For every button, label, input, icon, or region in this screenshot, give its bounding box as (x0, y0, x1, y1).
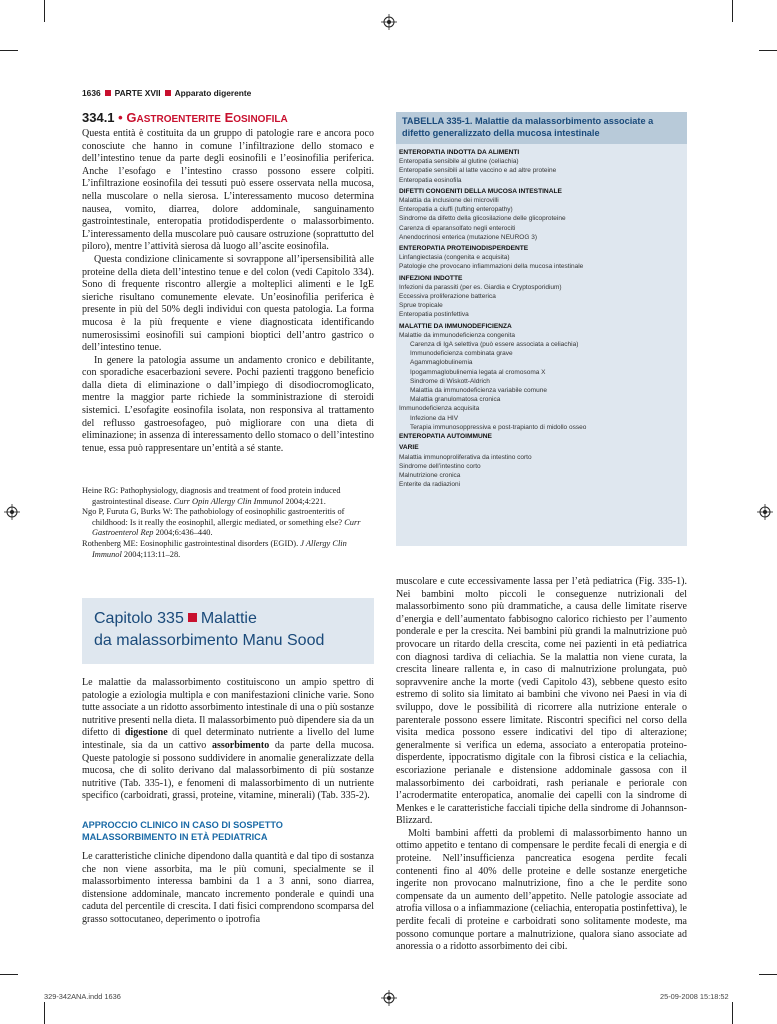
table-row: Enteropatia eosinofila (399, 176, 462, 184)
table-row: Sprue tropicale (399, 302, 443, 310)
section-body (82, 128, 374, 455)
table-row: Carenza di eparansolfato negli enterociti (399, 224, 516, 232)
running-head (82, 88, 251, 98)
registration-mark-icon (381, 14, 397, 30)
table-row: Immunodeficienza acquisita (399, 405, 480, 413)
table-row: Linfangiectasia (congenita e acquisita) (399, 254, 510, 262)
table-row: Ipogammaglobulinemia legata al cromosoma X (410, 368, 546, 376)
file-slug: 329-342ANA.indd 1636 (44, 992, 121, 1001)
table-row: Terapia immunosoppressiva e post-trapianto di midollo osseo (410, 423, 587, 431)
table-group-heading: ENTEROPATIA PROTEINODISPERDENTE (399, 245, 529, 253)
chapter-title-line (94, 632, 324, 650)
table-row: Agammaglobulinemia (410, 359, 473, 367)
crop-mark (759, 974, 777, 975)
red-square-icon (165, 90, 171, 96)
section-title-initial: E (224, 110, 234, 125)
table-row: Malattia da immunodeficienza variabile comune (410, 387, 547, 395)
chapter-title: da malassorbimento (94, 632, 239, 649)
red-square-icon (105, 90, 111, 96)
table-row: Enteropatia postinfettiva (399, 311, 469, 319)
chapter-heading (82, 598, 374, 664)
registration-mark-icon (4, 504, 20, 520)
reference-item: Rothenberg ME: Eosinophilic gastrointestinal disorders (EGID). J Allergy Clin Immunol 2004;113:11–28. (82, 538, 347, 559)
chapter-label: Capitolo 335 (94, 610, 184, 627)
table-header (396, 112, 687, 144)
table-row: Sindrome da difetto della glicosilazione delle glicoproteine (399, 215, 566, 223)
section-title (82, 110, 288, 125)
chapter-body-right (396, 576, 687, 954)
references (82, 486, 374, 560)
table-row: Infezione da HIV (410, 414, 459, 422)
table-row: Carenza di IgA selettiva (può essere associata a celiachia) (410, 341, 579, 349)
table-335-1 (396, 112, 687, 546)
table-row: Sindrome dell’intestino corto (399, 462, 481, 470)
table-row: Enteropatie sensibili al latte vaccino e ad altre proteine (399, 167, 557, 175)
crop-mark (759, 50, 777, 51)
table-row: Patologie che provocano infiammazioni della mucosa intestinale (399, 263, 584, 271)
paragraph: Questa entità è costituita da un gruppo di patologie rare e ancora poco conosciute che hanno in comune l’infiltrazione dello stomaco e dell’intestino tenue da parte degli eosinofili e l’eosinofilia periferica. Anche l’esofago e l’intestino crasso possono essere colpiti. L’infiltrazione eosinofila dei tessuti può essere osservata nella mucosa, nella muscolare o nella sierosa. L’interessamento mucoso determina nausea, vomito, diarrea, dolore addominale, sanguinamento gastrointestinale, enteropatia protidodisperdente o malassorbimento. L’interessamento della muscolare può causare ostruzione (soprattutto del piloro), mentre l’attività sierosa dà luogo all’ascite eosinofila. (82, 128, 374, 253)
table-row: Sindrome di Wiskott-Aldrich (410, 377, 490, 385)
table-group-heading: INFEZIONI INDOTTE (399, 274, 463, 282)
page-number: 1636 (82, 88, 101, 98)
table-group-heading: DIFETTI CONGENITI DELLA MUCOSA INTESTINALE (399, 187, 562, 195)
table-row: Enteropatia sensibile al glutine (celiachia) (399, 158, 519, 166)
paragraph: Le malattie da malassorbimento costituiscono un ampio spettro di patologie a eziologia multipla e con manifestazioni cliniche varie. Sono tutte associate a un ridotto assorbimento intestinale di una o più sostanze nutritive presenti nella dieta. Il malassorbimento può dipendere sia da un difetto di digestione di quel determinato nutriente a livello del lume intestinale, sia da un cattivo assorbimento da parte della mucosa. Queste patologie si possono suddividere in anomalie generalizzate della mucosa, che di solito derivano dal malassorbimento di più sostanze nutritive (Tab. 335-1), e fenomeni di malassorbimento di un nutriente specifico (carboidrati, grassi, proteine, vitamine, minerali) (Tab. 335-2). (82, 677, 375, 802)
paragraph: In genere la patologia assume un andamento cronico e debilitante, con sporadiche esacerbazioni severe. Pochi pazienti traggono beneficio dalla dieta di eliminazione o dall’impiego di disodiocromoglicato, mentre la maggior parte richiede la somministrazione di steroidi sistemici. L’esofagite eosinofila isolata, non responsiva al trattamento del reflusso gastroesofageo, può migliorare con una dieta di eliminazione; in assenza di interessamento dello stomaco o dell’intestino tenue, essa può rappresentare un’entità a sé stante. (82, 354, 374, 454)
crop-mark (0, 974, 18, 975)
chapter-body-left (82, 677, 374, 927)
crop-mark (732, 0, 733, 22)
crop-mark (732, 1002, 733, 1024)
crop-mark (0, 50, 18, 51)
paragraph: Molti bambini affetti da problemi di malassorbimento hanno un ottimo appetito e tentano di compensare le perdite fecali di energia e di proteine. Nell’insufficienza pancreatica esogena perdite fecali contenenti fino al 40% delle proteine e delle sostanze energetiche ingerite non provocano malnutrizione, fino a che le perdite sono compensate da un aumento dell’appetito. Nelle patologie associate ad atrofia villosa o a infiammazione (celiachia, enteropatia postinfettiva), le perdite fecali di proteine e carboidrati sono solitamente modeste, ma possono comunque portare a malnutrizione, qualora siano associate ad anoressia o a ridotto assorbimento dei cibi. (396, 827, 687, 953)
crop-mark (44, 0, 45, 22)
print-timestamp: 25-09-2008 15:18:52 (660, 992, 729, 1001)
registration-mark-icon (757, 504, 773, 520)
table-row: Malnutrizione cronica (399, 471, 461, 479)
table-caption: Malattie da malassorbimento associate a difetto generalizzato della mucosa intestinale (402, 116, 654, 138)
table-body (396, 144, 687, 489)
table-row: Immunodeficienza combinata grave (410, 350, 513, 358)
table-row: Infezioni da parassiti (per es. Giardia e Cryptosporidium) (399, 283, 562, 291)
paragraph: muscolare e cute eccessivamente lassa per l’età pediatrica (Fig. 335-1). Nei bambini molto piccoli le conseguenze nutrizionali del malassorbimento sono più drammatiche, a causa delle limitate riserve d’energia e dell’aumentato fabbisogno calorico richiesto per l’aumento ponderale e per la crescita. Nei bambini più grandi la malnutrizione può provocare un ritardo della crescita, come nei pazienti in età pediatrica con diagnosi tardiva di celiachia. Se la malattia non viene curata, la crescita lineare rallenta e, in caso di malnutrizione prolungata, può sopravvenire anche la morte (vedi Capitolo 43), sebbene questo esito estremo di solito sia limitato ai bambini che vivono nei Paesi in via di sviluppo, dove le possibilità di ricorrere alla nutrizione enterale o parenterale possono essere limitate. Riscontri specifici nel corso della visita medica possono essere indicativi del tipo di alterazione; generalmente si verifica un edema, associato a enteropatia proteino-disperdente, ippocratismo digitale con la fibrosi cistica e la celiachia, escoriazione perianale e distensione addominale gassosa con il malassorbimento dei carboidrati, rash perianale e periorale con l’acrodermatite enteropatica, anomalie dei capelli con la sindrome di Menkes e le caratteristiche facciali tipiche della sindrome di Johannson-Blizzard. (396, 576, 687, 827)
section-title-rest: OSINOFILA (233, 114, 288, 125)
paragraph: Questa condizione clinicamente si sovrappone all’ipersensibilità alle proteine della dieta dell’intestino tenue e del colon (vedi Capitolo 334). Sono di frequente riscontro allergie a molteplici alimenti e le IgE sieriche risultano comunemente elevate. Un’eosinofilia periferica è presente in più del 50% degli individui con questa patologia. La forma mucosa è la più frequente e viene diagnosticata identificando numerosissimi eosinofili sui campioni bioptici dell’antro gastrico o dell’intestino tenue. (82, 253, 374, 354)
table-label: TABELLA 335-1. (402, 116, 473, 126)
table-group-heading: ENTEROPATIA AUTOIMMUNE (399, 433, 492, 441)
table-row: Malattia granulomatosa cronica (410, 396, 501, 404)
section-number: 334.1 (82, 110, 115, 125)
subheading: APPROCCIO CLINICO IN CASO DI SOSPETTO MALASSORBIMENTO IN ETÀ PEDIATRICA (82, 819, 283, 842)
section-label: Apparato digerente (174, 88, 252, 98)
table-row: Anendocrinosi enterica (mutazione NEUROG 3) (399, 233, 538, 241)
section-title-rest: ASTROENTERITE (136, 114, 221, 125)
reference-item: Heine RG: Pathophysiology, diagnosis and treatment of food protein induced gastrointestinal disease. Curr Opin Allergy Clin Immunol 2004;4:221. (82, 486, 341, 506)
table-group-heading: MALATTIE DA IMMUNODEFICIENZA (399, 322, 512, 330)
part-label: PARTE XVII (114, 88, 161, 98)
paragraph: Le caratteristiche cliniche dipendono dalla quantità e dal tipo di sostanza che non viene assorbita, ma le più comuni, specialmente se il malassorbimento interessa bambini da 1 a 3 anni, sono diarrea, distensione addominale, mancato incremento ponderale e quindi una caduta del percentile di crescita. I dati fisici comprendono scomparsa del grasso sottocutaneo, deperimento o ipotrofia (82, 850, 374, 925)
chapter-title: Malattie (200, 610, 257, 627)
section-title-initial: G (126, 110, 137, 125)
table-row: Malattia da inclusione dei microvilli (399, 197, 499, 205)
table-row: Malattia immunoproliferativa da intestino corto (399, 453, 532, 461)
registration-mark-icon (381, 990, 397, 1006)
table-group-heading: VARIE (399, 444, 419, 452)
table-row: Enteropatia a ciuffi (tufting enteropathy) (399, 206, 513, 214)
table-row: Enterite da radiazioni (399, 481, 461, 489)
table-row: Eccessiva proliferazione batterica (399, 293, 496, 301)
crop-mark (44, 1002, 45, 1024)
table-group-heading: ENTEROPATIA INDOTTA DA ALIMENTI (399, 149, 520, 156)
chapter-title-line (94, 610, 257, 628)
reference-item: Ngo P, Furuta G, Burks W: The pathobiology of eosinophilic gastroenteritis of childhood: Is it really the eosinophil, allergic mediated, or something else? Curr Gastroenterol Rep 2004;6:436–440. (82, 507, 361, 538)
section-bullet: • (118, 110, 123, 125)
chapter-author: Manu Sood (242, 632, 325, 649)
table-row: Malattie da immunodeficienza congenita (399, 331, 515, 339)
red-square-icon (188, 613, 197, 622)
